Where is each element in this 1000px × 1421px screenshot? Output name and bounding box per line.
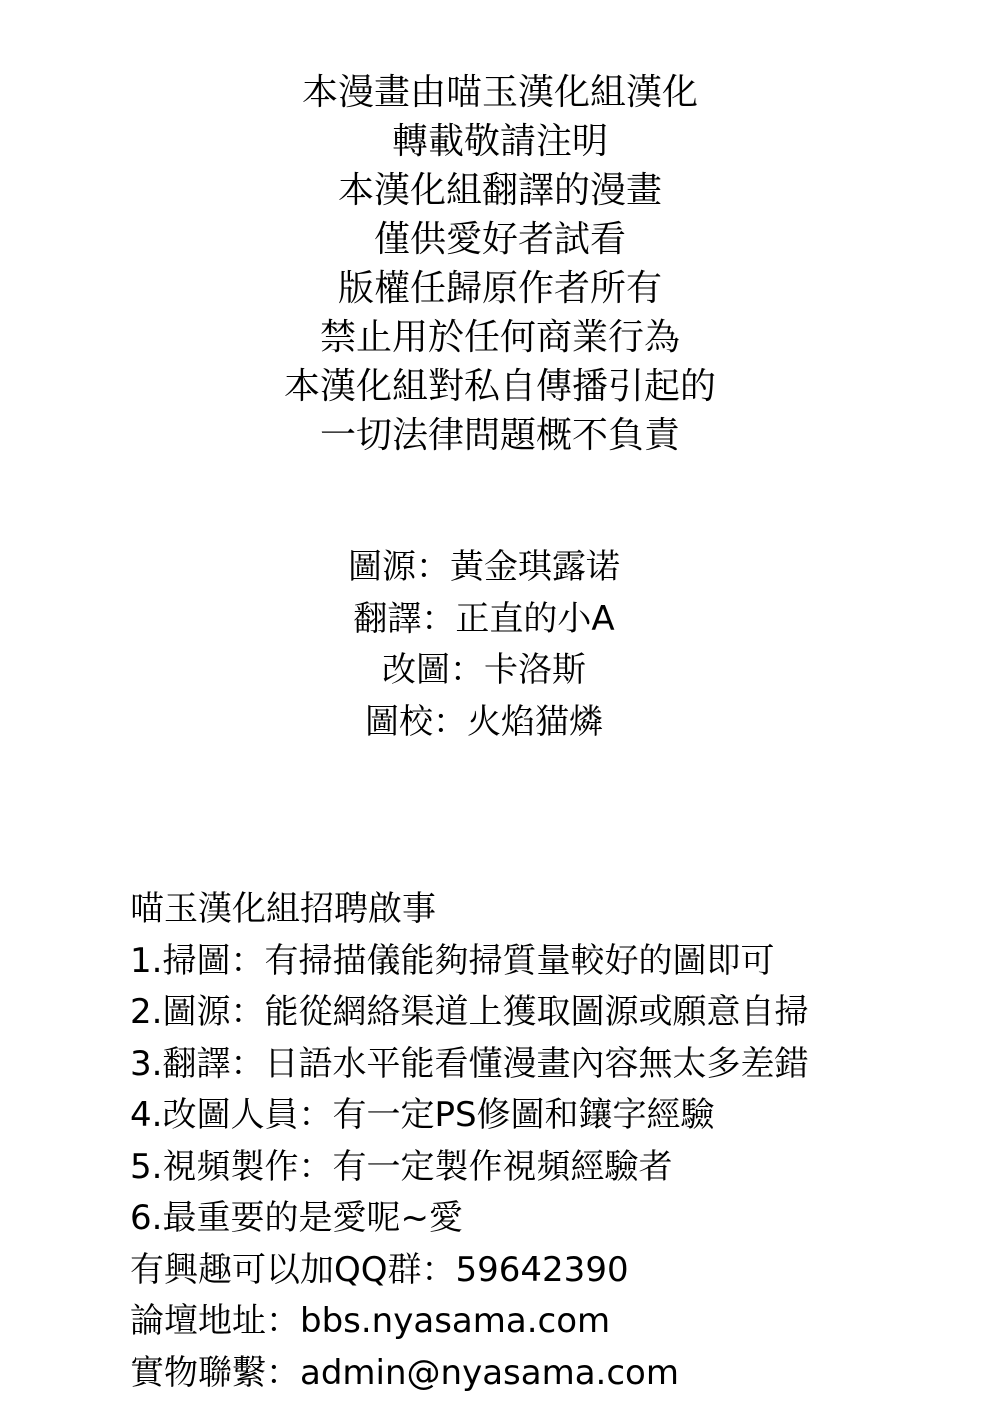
credit-editing: 改圖：卡洛斯 [382, 650, 586, 690]
disclaimer-line: 轉載敬請注明 [391, 121, 608, 162]
recruitment-item-scan: 1.掃圖：有掃描儀能夠掃質量較好的圖即可 [130, 940, 775, 981]
recruitment-item-love: 6.最重要的是愛呢~愛 [130, 1198, 463, 1238]
disclaimer-line: 一切法律問題概不負責 [319, 415, 680, 456]
credits-block [0, 542, 968, 748]
disclaimer-line: 本漢化組對私自傳播引起的 [283, 366, 716, 407]
credit-proofreading: 圖校：火焰猫燐 [365, 701, 603, 742]
credit-translation: 翻譯：正直的小A [353, 598, 615, 639]
contact-qq: 有興趣可以加QQ群：59642390 [130, 1249, 629, 1290]
recruitment-item-translation: 3.翻譯：日語水平能看懂漫畫內容無太多差錯 [130, 1043, 809, 1084]
disclaimer-line: 僅供愛好者試看 [373, 219, 626, 260]
disclaimer-line: 本漫畫由喵玉漢化組漢化 [301, 72, 698, 113]
contact-forum: 論壇地址：bbs.nyasama.com [130, 1301, 611, 1341]
disclaimer-line: 禁止用於任何商業行為 [319, 317, 680, 358]
disclaimer-block [0, 68, 1000, 460]
recruitment-item-source: 2.圖源：能從網絡渠道上獲取圖源或願意自掃 [130, 992, 809, 1032]
recruitment-item-editing: 4.改圖人員：有一定PS修圖和鑲字經驗 [130, 1095, 715, 1135]
credit-source: 圖源：黃金琪露诺 [348, 547, 620, 587]
contact-mail: 實物聯繫：admin@nyasama.com [130, 1352, 679, 1393]
disclaimer-line: 本漢化組翻譯的漫畫 [337, 170, 662, 211]
recruitment-block [130, 884, 980, 1399]
recruitment-title: 喵玉漢化組招聘啟事 [130, 889, 436, 929]
disclaimer-line: 版權任歸原作者所有 [337, 268, 662, 309]
recruitment-item-video: 5.視頻製作：有一定製作視頻經驗者 [130, 1146, 673, 1187]
